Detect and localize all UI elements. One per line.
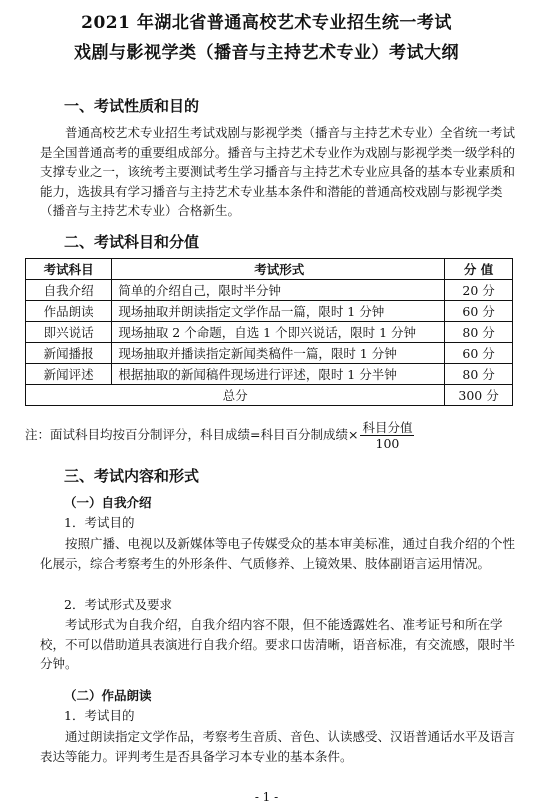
score-note — [25, 420, 414, 451]
table-row — [26, 343, 513, 364]
cell-format: 现场抽取 2 个命题，自选 1 个即兴说话，限时 1 分钟 — [112, 322, 445, 343]
fraction-numerator: 科目分值 — [362, 420, 413, 435]
cell-format: 简单的介绍自己，限时半分钟 — [112, 280, 445, 301]
cell-subject: 新闻播报 — [26, 343, 112, 364]
table-total-row — [26, 385, 513, 406]
section2-heading: 二、考试科目和分值 — [64, 233, 200, 251]
table-row — [26, 364, 513, 385]
document-title-line1: 2021 年湖北省普通高校艺术专业招生统一考试 — [81, 13, 452, 33]
subsection1-item1-text: 按照广播、电视以及新媒体等电子传媒受众的基本审美标准，通过自我介绍的个性化展示，综合考察考生的外形条件、气质修养、上镜效果、肢体副语言运用情况。 — [40, 536, 516, 571]
subsection1-item1-title: 1．考试目的 — [64, 515, 135, 530]
score-note-text: 注：面试科目均按百分制评分，科目成绩=科目百分制成绩× — [25, 427, 359, 442]
subsection1-heading: （一）自我介绍 — [64, 495, 152, 510]
table-row — [26, 280, 513, 301]
total-label: 总分 — [26, 385, 445, 406]
cell-subject: 即兴说话 — [26, 322, 112, 343]
cell-score: 60 分 — [445, 343, 513, 364]
subsection1-item2-title: 2．考试形式及要求 — [64, 597, 172, 612]
cell-score: 60 分 — [445, 301, 513, 322]
table-header-row — [26, 259, 513, 280]
cell-format: 现场抽取并播读指定新闻类稿件一篇，限时 1 分钟 — [112, 343, 445, 364]
header-score: 分 值 — [445, 259, 513, 280]
table-row — [26, 322, 513, 343]
score-fraction — [360, 420, 414, 451]
subsection2-item1-text: 通过朗读指定文学作品，考察考生音质、音色、认读感受、汉语普通话水平及语言表达等能力。评判考生是否具备学习本专业的基本条件。 — [40, 729, 516, 764]
cell-format: 现场抽取并朗读指定文学作品一篇，限时 1 分钟 — [112, 301, 445, 322]
header-subject: 考试科目 — [26, 259, 112, 280]
cell-subject: 自我介绍 — [26, 280, 112, 301]
section1-paragraph: 普通高校艺术专业招生考试戏剧与影视学类（播音与主持艺术专业）全省统一考试是全国普通高考的重要组成部分。播音与主持艺术专业作为戏剧与影视学类一级学科的支撑专业之一，该统考主要测试考生学习播音与主持艺术专业应具备的基本专业素质和能力，选拔具有学习播音与主持艺术专业基本条件和潜能的普通高校戏剧与影视学类（播音与主持艺术专业）合格新生。 — [40, 125, 516, 218]
subsection2-item1-title: 1．考试目的 — [64, 708, 135, 723]
cell-subject: 作品朗读 — [26, 301, 112, 322]
header-format: 考试形式 — [112, 259, 445, 280]
fraction-denominator: 100 — [375, 436, 400, 451]
cell-score: 80 分 — [445, 322, 513, 343]
cell-subject: 新闻评述 — [26, 364, 112, 385]
table-row — [26, 301, 513, 322]
subsection2-heading: （二）作品朗读 — [64, 688, 152, 703]
cell-score: 80 分 — [445, 364, 513, 385]
page-number: - 1 - — [254, 790, 279, 804]
section3-heading: 三、考试内容和形式 — [64, 467, 200, 485]
scores-table — [25, 258, 513, 406]
section1-heading: 一、考试性质和目的 — [64, 97, 200, 115]
cell-score: 20 分 — [445, 280, 513, 301]
subsection1-item2-text: 考试形式为自我介绍，自我介绍内容不限，但不能透露姓名、准考证号和所在学校，不可以借助道具表演进行自我介绍。要求口齿清晰，语音标准，有交流感，限时半分钟。 — [40, 617, 516, 671]
cell-format: 根据抽取的新闻稿件现场进行评述，限时 1 分半钟 — [112, 364, 445, 385]
total-value: 300 分 — [445, 385, 513, 406]
document-title-line2: 戏剧与影视学类（播音与主持艺术专业）考试大纲 — [74, 43, 459, 63]
